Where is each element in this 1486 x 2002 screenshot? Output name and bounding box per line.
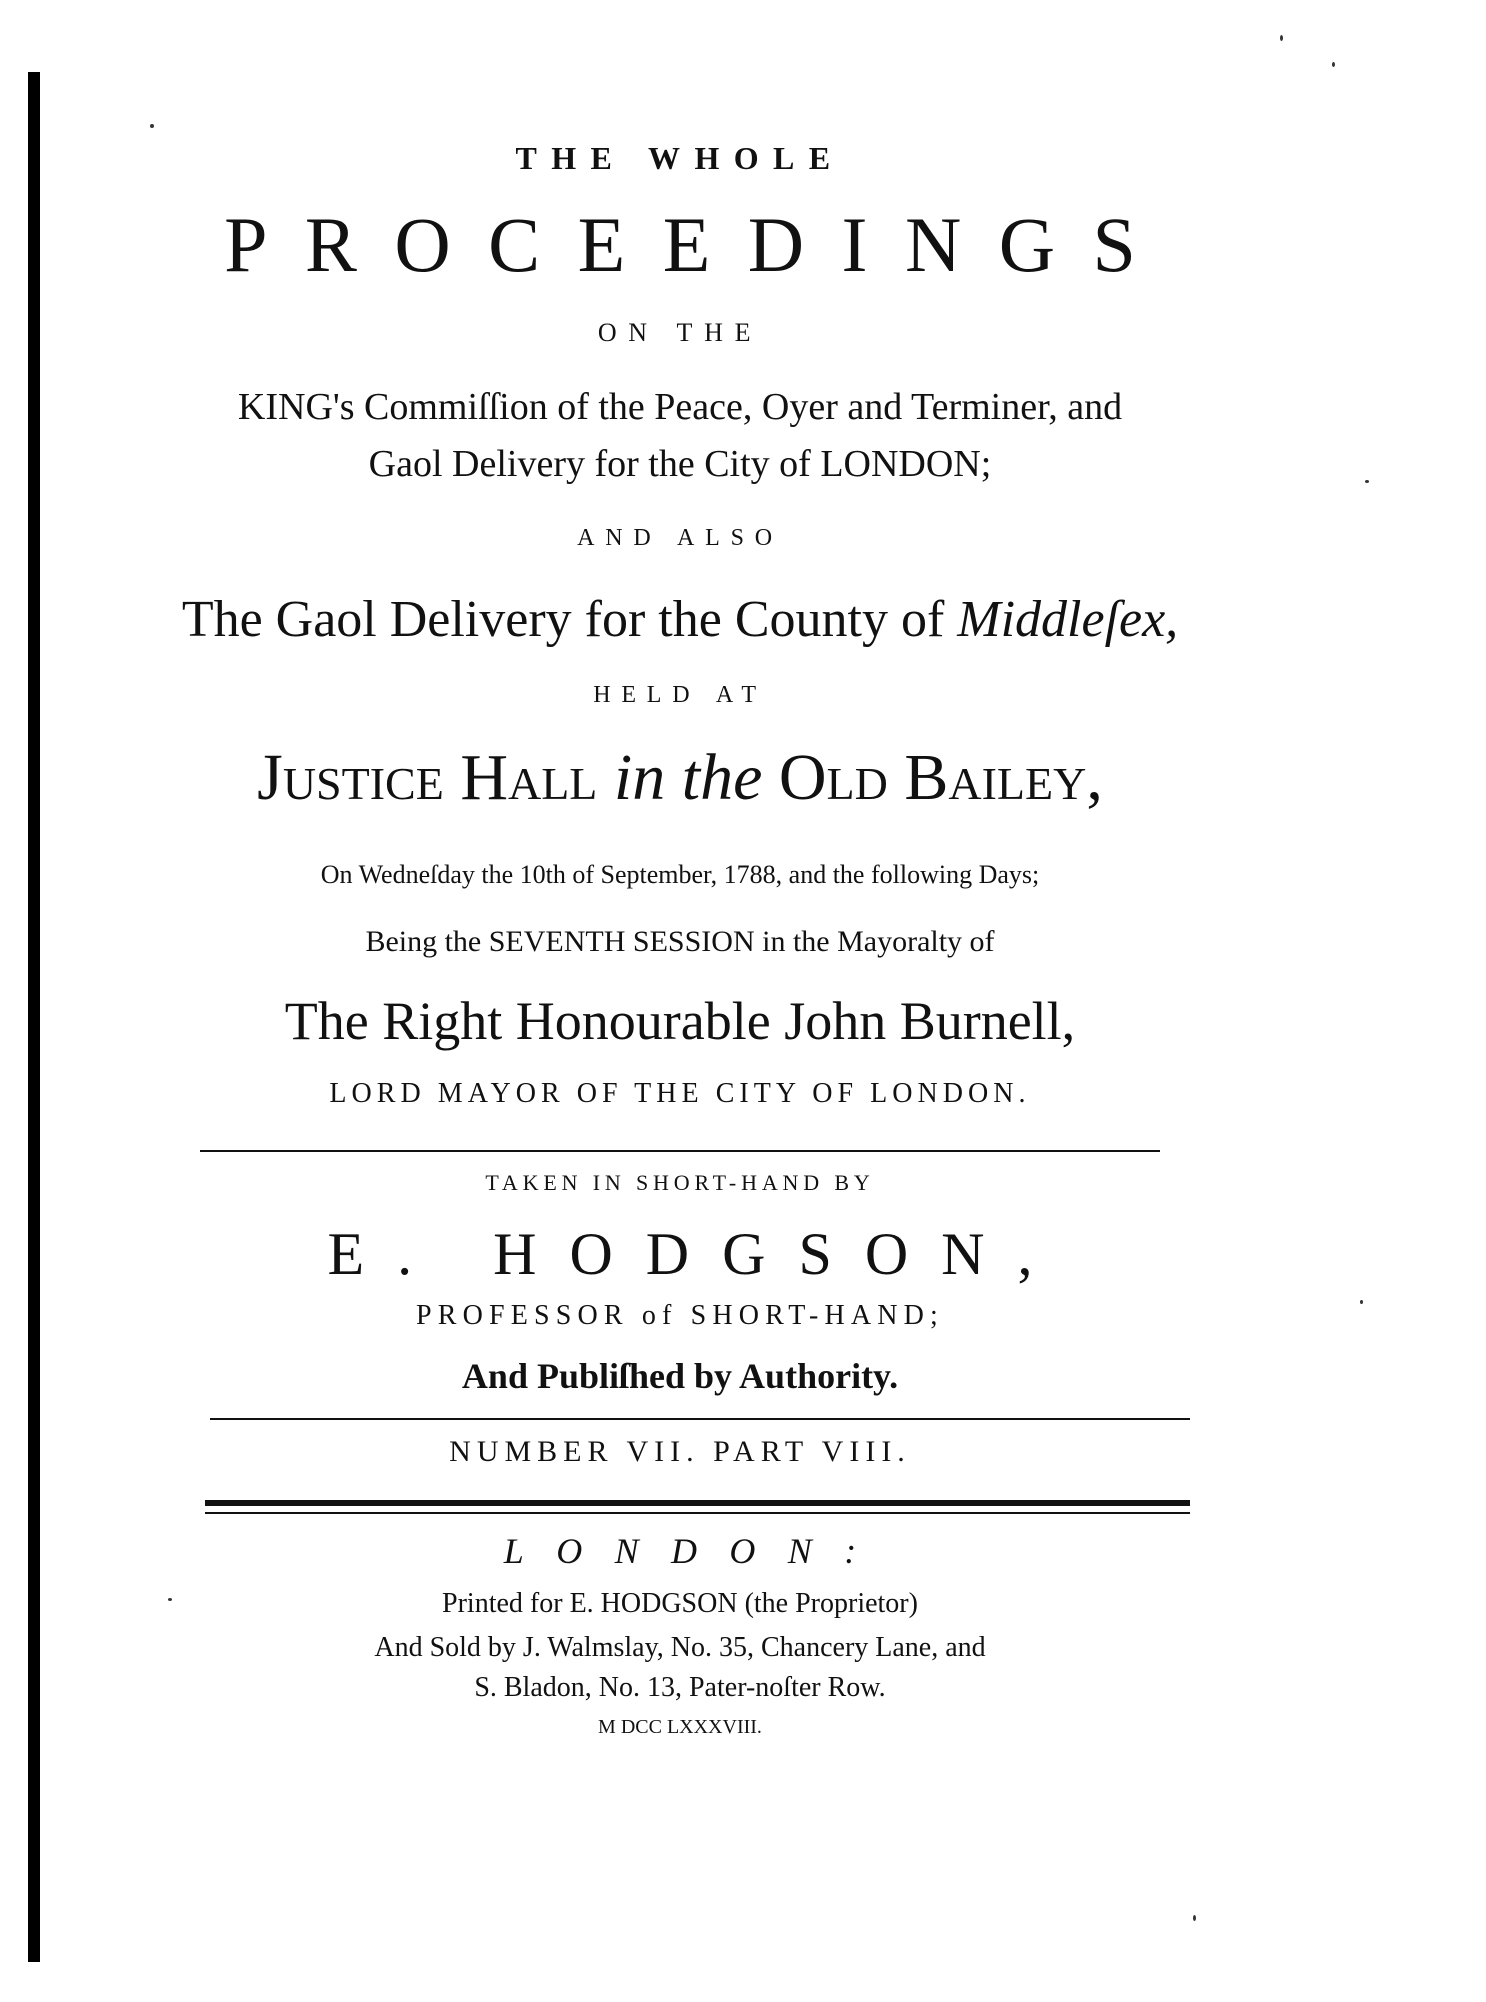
heading-proceedings: PROCEEDINGS: [224, 201, 1174, 288]
number-part: NUMBER VII. PART VIII.: [449, 1435, 911, 1468]
heading-on-the: ON THE: [597, 318, 763, 347]
heading-the-whole: THE WHOLE: [515, 140, 845, 176]
in-the: in the: [613, 741, 763, 814]
county-line: [150, 590, 1210, 649]
rule-divider: [200, 1150, 1160, 1152]
justice-hall-line: [150, 740, 1210, 816]
professor-line: PROFESSOR of SHORT-HAND;: [416, 1300, 944, 1331]
and-also: AND ALSO: [577, 525, 783, 551]
london-imprint: LONDON:: [503, 1531, 889, 1571]
sold-by-line-2: S. Bladon, No. 13, Pater-noſter Row.: [474, 1672, 886, 1703]
commission-line-1: KING's Commiſſion of the Peace, Oyer and Terminer, and: [237, 386, 1123, 428]
rule-thick: [205, 1500, 1190, 1506]
rule-divider: [210, 1418, 1190, 1420]
mayor-title: LORD MAYOR OF THE CITY OF LONDON.: [329, 1078, 1031, 1109]
held-at: HELD AT: [593, 682, 767, 708]
justice-hall: Justice Hall: [257, 741, 598, 814]
mayor-name: The Right Honourable John Burnell,: [284, 991, 1076, 1051]
publication-year: M DCC LXXXVIII.: [598, 1716, 762, 1738]
rule-thin: [205, 1512, 1190, 1514]
county-line-text: The Gaol Delivery for the County of: [181, 591, 945, 648]
county-name: Middleſex,: [957, 591, 1179, 648]
old-bailey: Old Bailey,: [778, 741, 1103, 814]
commission-line-2: Gaol Delivery for the City of LONDON;: [368, 443, 992, 485]
sold-by-line-1: And Sold by J. Walmslay, No. 35, Chancery Lane, and: [374, 1632, 986, 1663]
date-line: On Wedneſday the 10th of September, 1788, and the following Days;: [320, 860, 1040, 889]
session-line: Being the SEVENTH SESSION in the Mayoralty of: [365, 925, 995, 958]
published-by-authority: And Publiſhed by Authority.: [461, 1356, 899, 1396]
taken-in-shorthand: TAKEN IN SHORT-HAND BY: [485, 1170, 875, 1195]
printed-for: Printed for E. HODGSON (the Proprietor): [442, 1588, 918, 1619]
reporter-name: E. HODGSON,: [327, 1221, 1066, 1287]
